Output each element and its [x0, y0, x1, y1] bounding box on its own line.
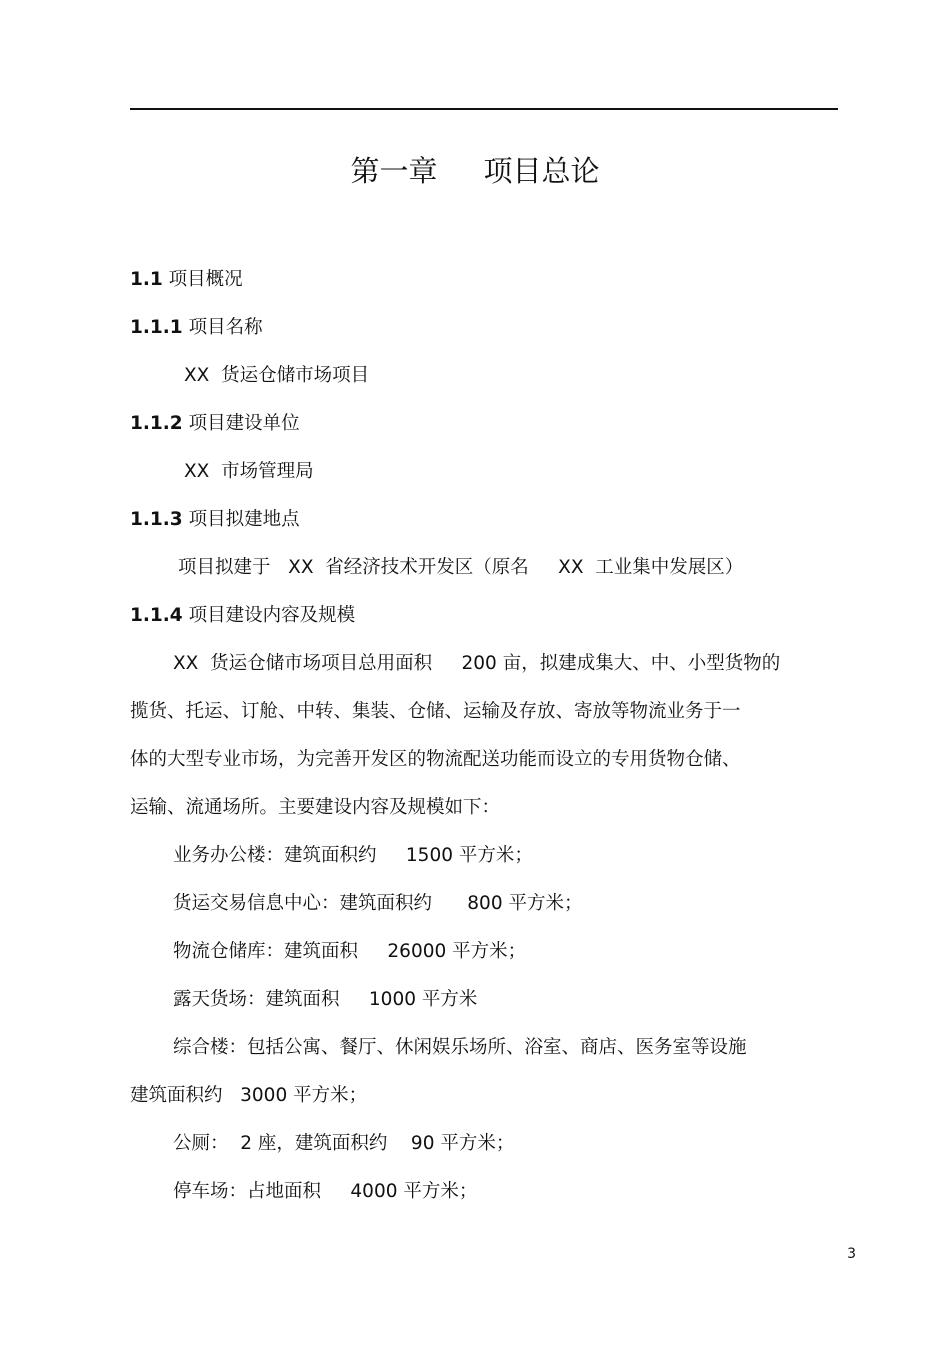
description-line: 运输、流通场所。主要建设内容及规模如下：	[130, 797, 501, 818]
heading-1-1-1	[130, 315, 263, 341]
item-warehouse: 物流仓储库：建筑面积 26000 平方米；	[173, 941, 527, 962]
project-name: XX 货运仓储市场项目	[184, 365, 370, 386]
chapter-title: 第一章 项目总论	[350, 154, 600, 188]
description-line: XX 货运仓储市场项目总用面积 200 亩，拟建成集大、中、小型货物的	[173, 653, 781, 674]
heading-text: 项目建设单位	[182, 413, 300, 434]
heading-text: 项目名称	[182, 317, 263, 338]
description-line: 揽货、托运、订舱、中转、集装、仓储、运输及存放、寄放等物流业务于一	[130, 701, 741, 722]
item-office: 业务办公楼：建筑面积约 1500 平方米；	[173, 845, 533, 866]
heading-number: 1.1.3	[130, 509, 183, 530]
item-parking: 停车场：占地面积 4000 平方米；	[173, 1181, 478, 1202]
heading-1-1-4	[130, 603, 355, 629]
heading-text: 项目建设内容及规模	[182, 605, 356, 626]
heading-number: 1.1.1	[130, 317, 183, 338]
builder-name: XX 市场管理局	[184, 461, 314, 482]
heading-1-1-3	[130, 507, 300, 533]
item-complex: 综合楼：包括公寓、餐厅、休闲娱乐场所、浴室、商店、医务室等设施	[173, 1037, 747, 1058]
heading-number: 1.1.2	[130, 413, 183, 434]
page-number: 3	[847, 1246, 856, 1262]
heading-number: 1.1.4	[130, 605, 183, 626]
heading-1-1-2	[130, 411, 300, 437]
heading-1-1	[130, 267, 243, 293]
project-location: 项目拟建于 XX 省经济技术开发区（原名 XX 工业集中发展区）	[178, 557, 744, 578]
description-line: 体的大型专业市场，为完善开发区的物流配送功能而设立的专用货物仓储、	[130, 749, 741, 770]
item-toilet: 公厕： 2 座，建筑面积约 90 平方米；	[173, 1133, 515, 1154]
item-info-center: 货运交易信息中心：建筑面积约 800 平方米；	[173, 893, 583, 914]
heading-text: 项目拟建地点	[182, 509, 300, 530]
header-rule	[130, 108, 838, 110]
item-open-yard: 露天货场：建筑面积 1000 平方米	[173, 989, 478, 1010]
heading-text: 项目概况	[162, 269, 243, 290]
item-complex-continued: 建筑面积约 3000 平方米；	[130, 1085, 368, 1106]
heading-number: 1.1	[130, 269, 163, 290]
